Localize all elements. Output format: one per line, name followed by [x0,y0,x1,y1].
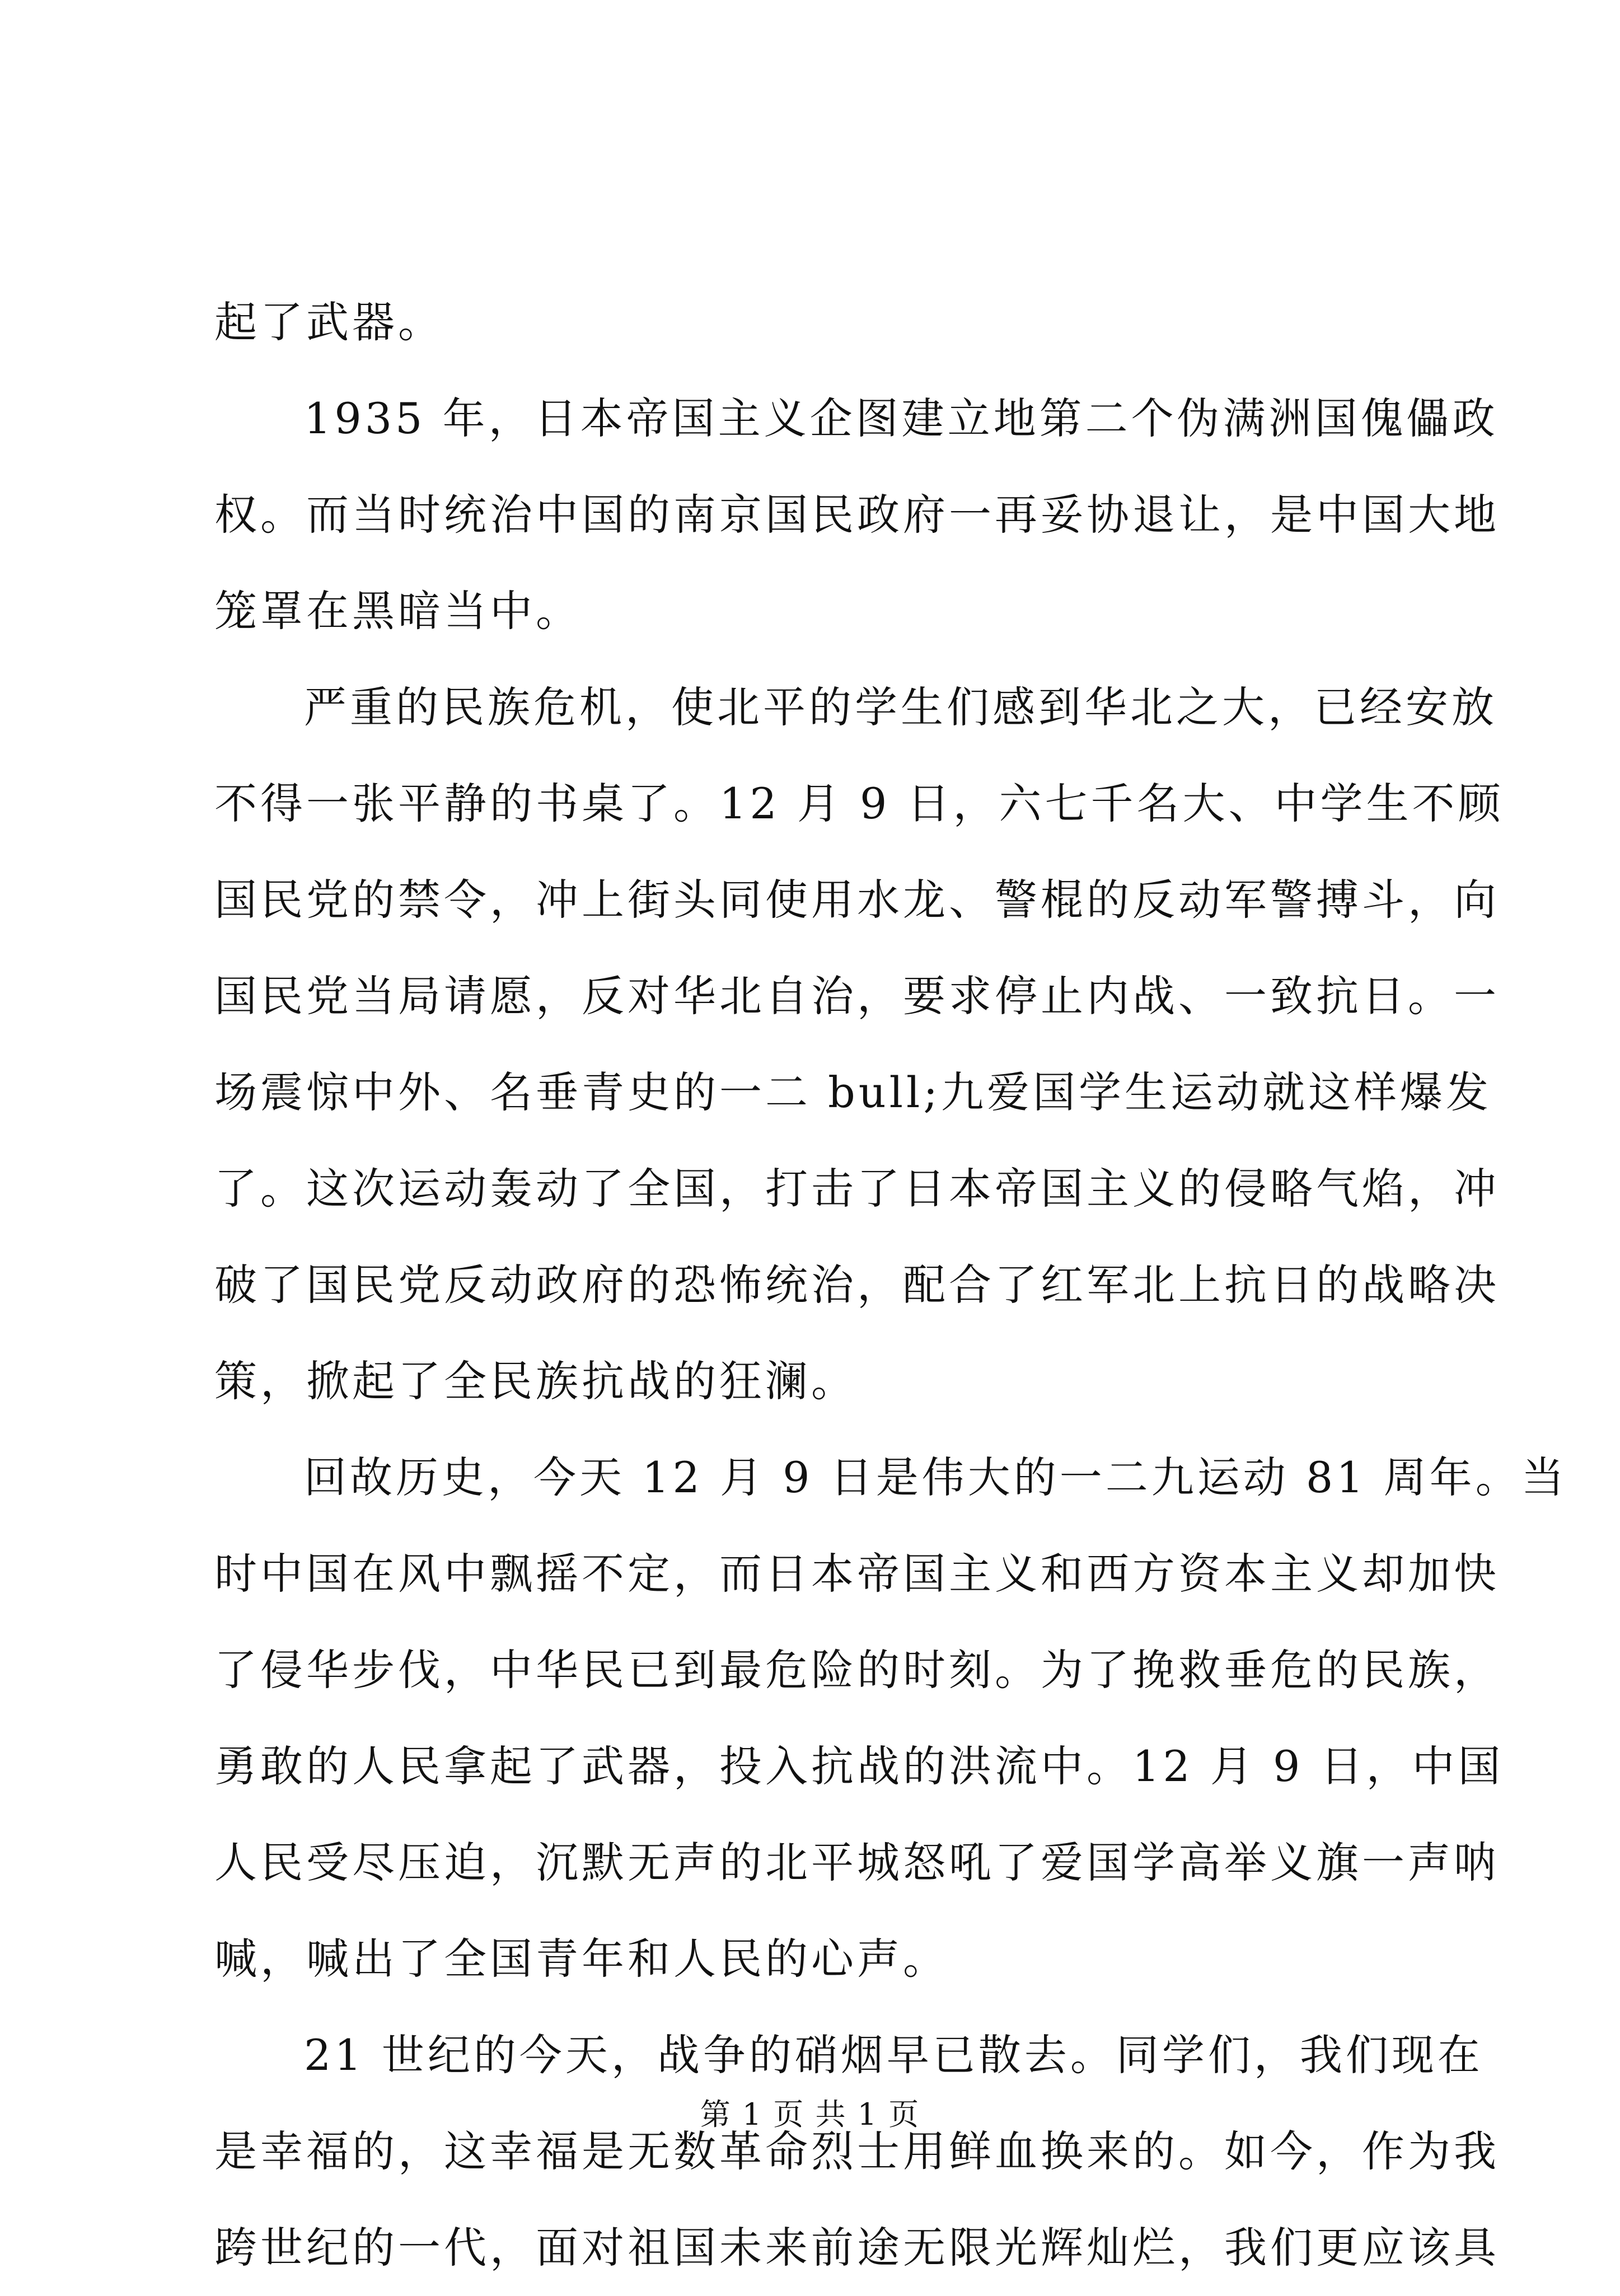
page-number-footer: 第 1 页 共 1 页 [700,2097,920,2132]
text-line: 勇敢的人民拿起了武器，投入抗战的洪流中。12 月 9 日，中国 [214,1741,1504,1791]
text-line: 1935 年，日本帝国主义企图建立地第二个伪满洲国傀儡政 [304,393,1499,443]
text-line: 喊，喊出了全国青年和人民的心声。 [214,1934,949,1984]
text-line: 破了国民党反动政府的恐怖统治，配合了红军北上抗日的战略决 [214,1260,1500,1310]
body-text [214,274,1567,2296]
text-line: 是幸福的，这幸福是无数革命烈士用鲜血换来的。如今，作为我 [214,2126,1500,2176]
text-line: 国民党当局请愿，反对华北自治，要求停止内战、一致抗日。一 [214,971,1500,1021]
text-line: 了。这次运动轰动了全国，打击了日本帝国主义的侵略气焰，冲 [214,1164,1500,1213]
text-line: 人民受尽压迫，沉默无声的北平城怒吼了爱国学高举义旗一声呐 [214,1838,1500,1887]
text-line: 国民党的禁令，冲上街头同使用水龙、警棍的反动军警搏斗，向 [214,875,1500,925]
text-line: 不得一张平静的书桌了。12 月 9 日，六七千名大、中学生不顾 [214,779,1504,828]
text-line: 起了武器。 [214,297,444,347]
text-line: 跨世纪的一代，面对祖国未来前途无限光辉灿烂，我们更应该具 [214,2223,1500,2272]
text-line: 笼罩在黑暗当中。 [214,586,582,636]
text-line: 严重的民族危机，使北平的学生们感到华北之大，已经安放 [304,682,1497,732]
text-line: 时中国在风中飘摇不定，而日本帝国主义和西方资本主义却加快 [214,1549,1500,1599]
text-line: 了侵华步伐，中华民已到最危险的时刻。为了挽救垂危的民族， [214,1645,1500,1695]
text-line: 权。而当时统治中国的南京国民政府一再妥协退让，是中国大地 [214,490,1500,540]
text-line: 21 世纪的今天，战争的硝烟早已散去。同学们，我们现在 [304,2030,1483,2080]
text-line: 策，掀起了全民族抗战的狂澜。 [214,1356,857,1406]
text-line: 场震惊中外、名垂青史的一二 bull;九爱国学生运动就这样爆发 [214,1067,1492,1117]
text-line: 回故历史，今天 12 月 9 日是伟大的一二九运动 81 周年。当 [304,1452,1567,1502]
